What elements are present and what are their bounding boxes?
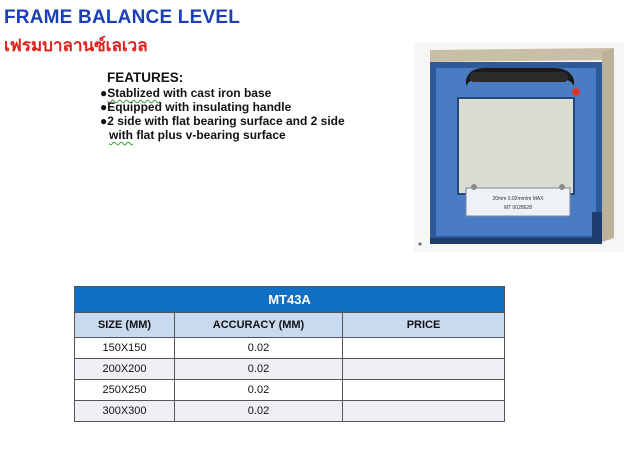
- feature-item: [100, 86, 345, 100]
- feature-item-continuation: [109, 128, 345, 142]
- feature-text: Equipped with insulating handle: [107, 100, 292, 114]
- features-heading: FEATURES:: [107, 70, 184, 85]
- size-cell: 300X300: [75, 401, 175, 422]
- handle-grip: [470, 72, 568, 82]
- price-cell: [343, 338, 505, 359]
- size-cell: 250X250: [75, 380, 175, 401]
- table-row: [75, 338, 505, 359]
- bullet-icon: ●: [100, 100, 108, 114]
- feature-text: with cast iron base: [159, 86, 272, 100]
- frame-level-photo: [414, 42, 624, 252]
- vial-label-2: MT 0028628: [504, 205, 532, 211]
- feature-item: [100, 114, 345, 128]
- frame-base: [430, 238, 602, 244]
- size-cell: 150X150: [75, 338, 175, 359]
- page-title-thai: เฟรมบาลานซ์เลเวล: [4, 36, 148, 56]
- table-row: [75, 401, 505, 422]
- feature-text: 2 side with flat bearing surface and 2 side: [107, 114, 345, 128]
- accuracy-cell: 0.02: [175, 380, 343, 401]
- accuracy-cell: 0.02: [175, 359, 343, 380]
- screw-icon: [559, 184, 565, 190]
- size-cell: 200X200: [75, 359, 175, 380]
- accuracy-cell: 0.02: [175, 338, 343, 359]
- column-header-row: [75, 313, 505, 338]
- page-title: FRAME BALANCE LEVEL: [4, 7, 241, 28]
- features-section: [100, 71, 345, 142]
- screw-icon: [471, 184, 477, 190]
- accuracy-cell: 0.02: [175, 401, 343, 422]
- feature-highlight: Stablized: [107, 86, 160, 100]
- price-cell: [343, 359, 505, 380]
- table-row: [75, 380, 505, 401]
- bullet-icon: ●: [100, 114, 108, 128]
- model-row: [75, 287, 505, 313]
- vial-label-1: 20mm 0.02mm/m MAX: [492, 196, 544, 202]
- red-button-icon: [572, 88, 580, 96]
- price-cell: [343, 380, 505, 401]
- side-slot: [592, 212, 602, 238]
- feature-text: flat plus v-bearing surface: [133, 128, 286, 142]
- table-row: [75, 359, 505, 380]
- spec-table: [74, 286, 505, 422]
- top-surface: [430, 48, 614, 62]
- side-surface: [602, 48, 614, 242]
- frame-window: [458, 98, 574, 194]
- feature-item: [100, 100, 345, 114]
- bullet-icon: ●: [100, 86, 108, 100]
- col-price-header: PRICE: [343, 313, 505, 338]
- dot-mark: [419, 243, 422, 246]
- col-accuracy-header: ACCURACY (MM): [175, 313, 343, 338]
- col-size-header: SIZE (MM): [75, 313, 175, 338]
- model-header: MT43A: [75, 287, 505, 313]
- bubble-vial: [466, 188, 570, 216]
- price-cell: [343, 401, 505, 422]
- feature-highlight: with: [109, 128, 133, 142]
